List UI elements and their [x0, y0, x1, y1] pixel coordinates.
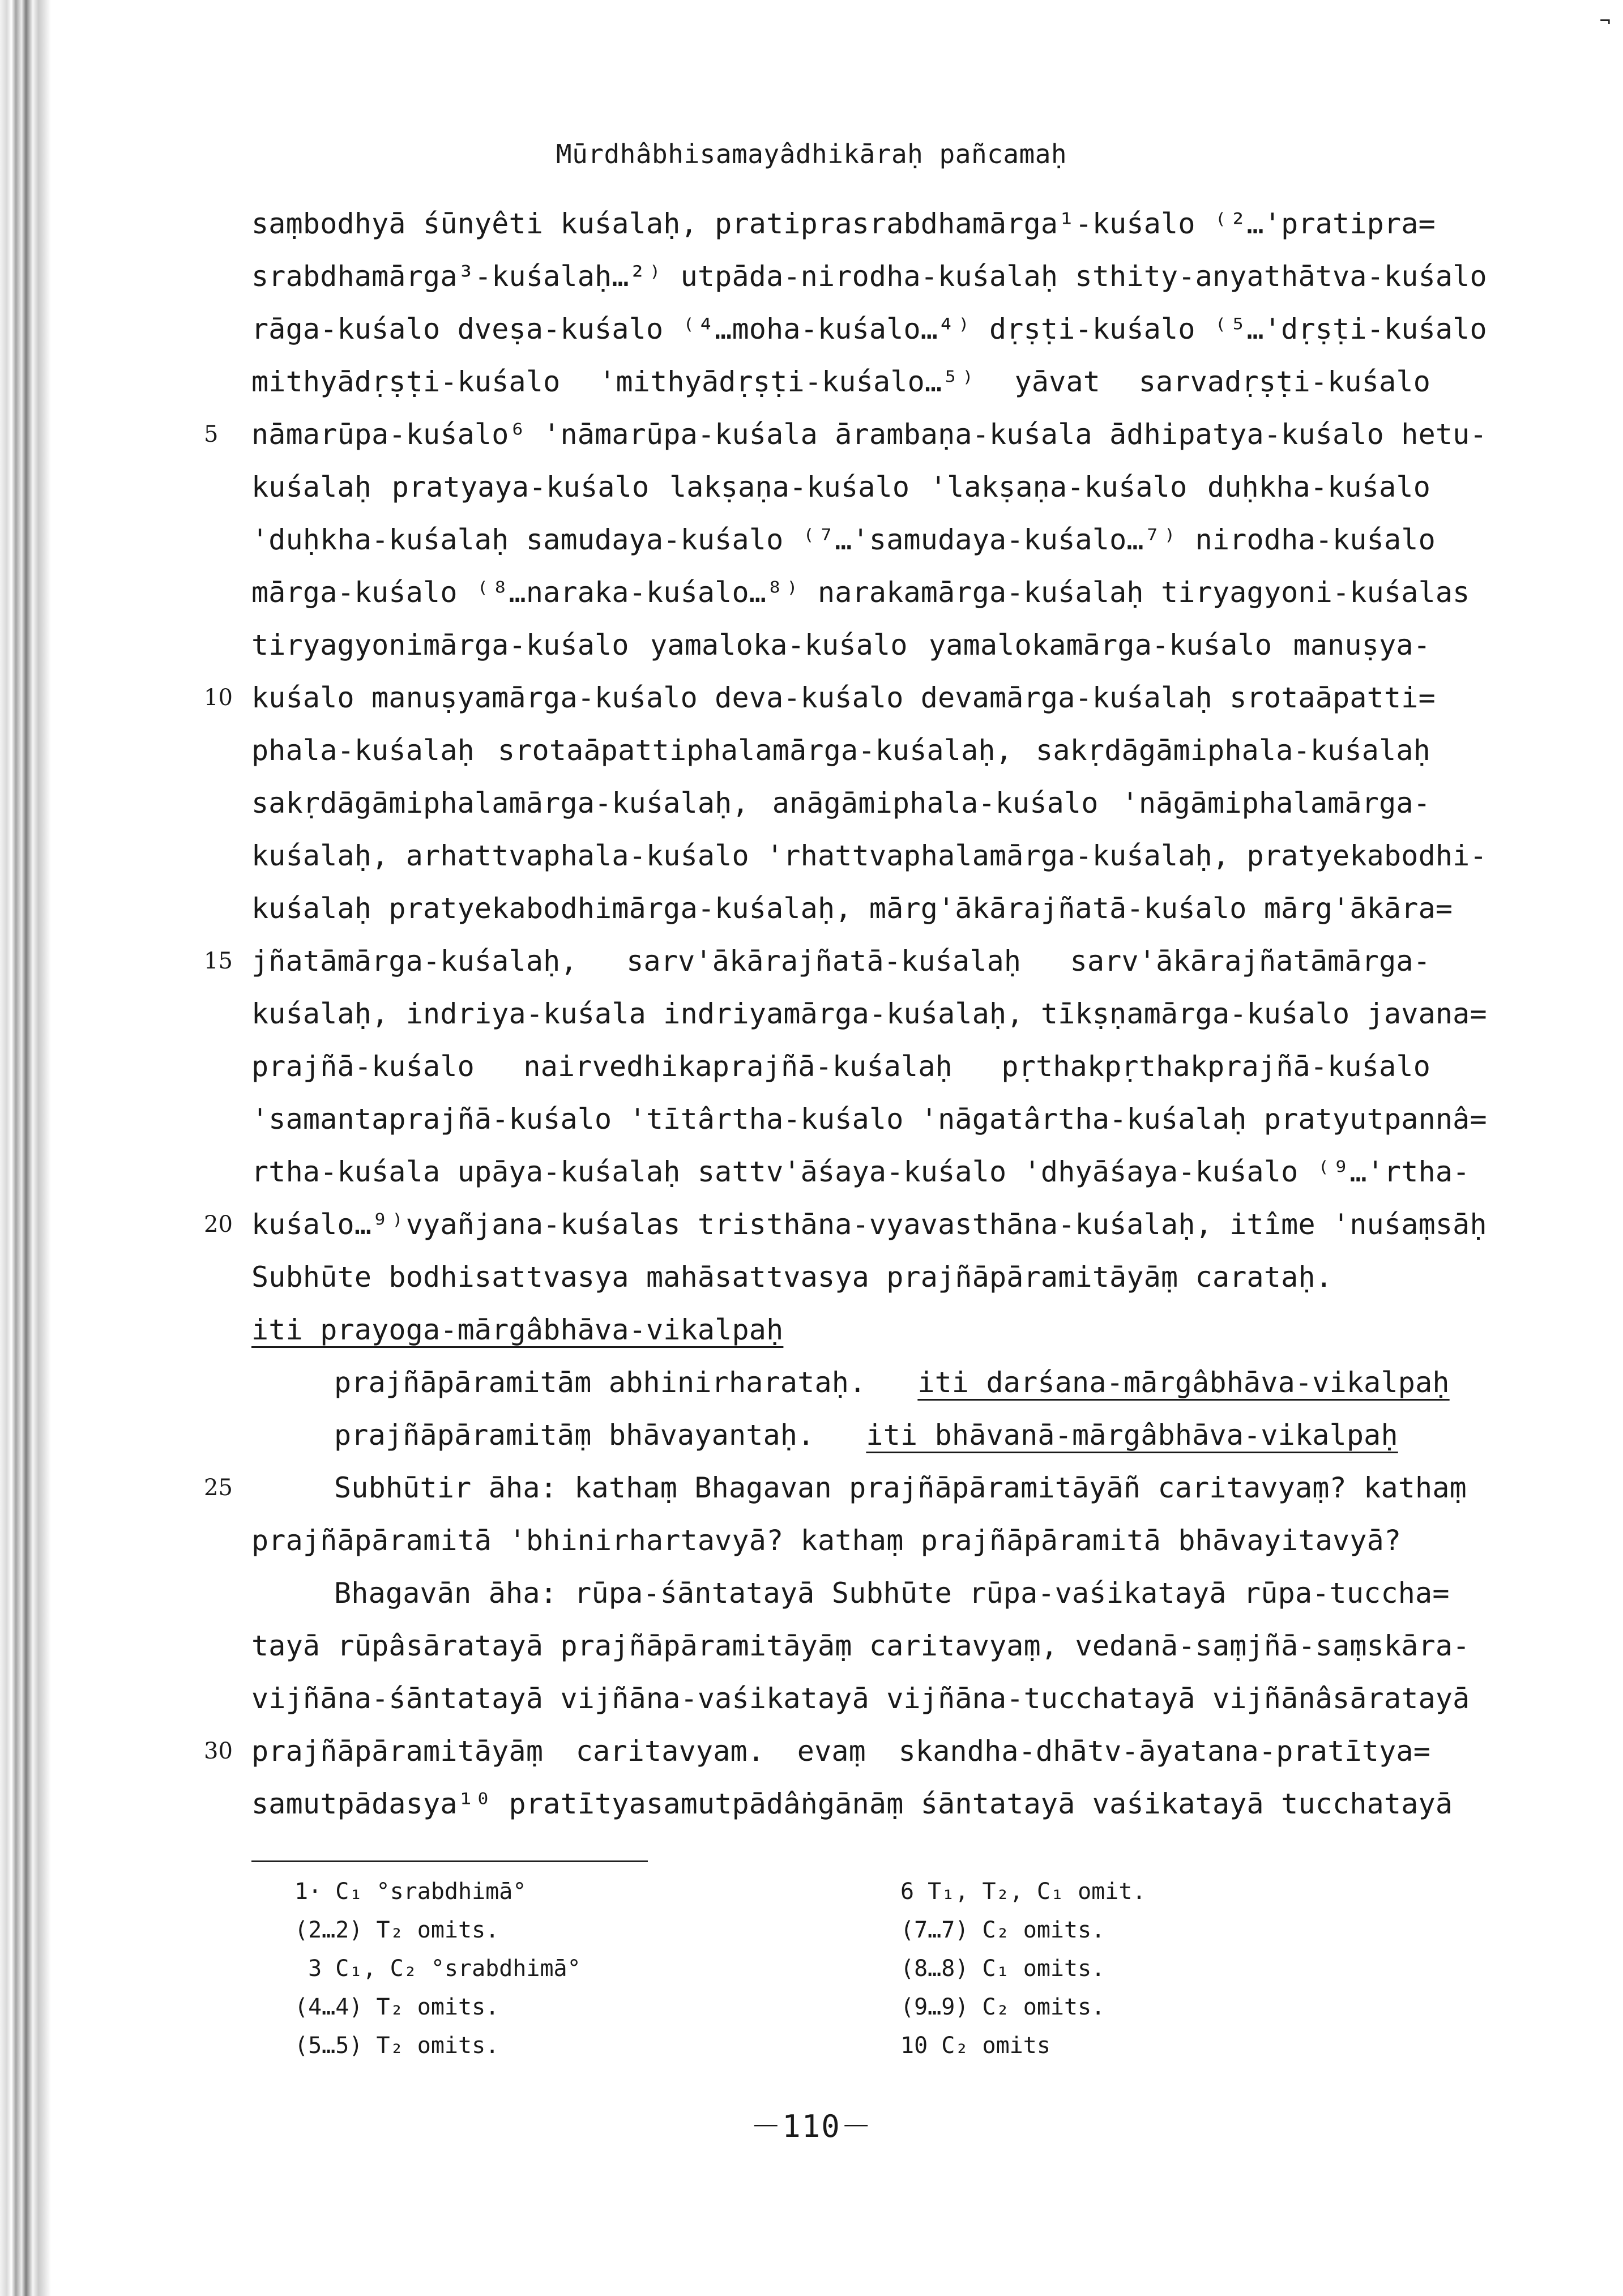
- footnote: 10 C₂ omits: [900, 2033, 1050, 2059]
- text-line: saṃbodhyā śūnyêti kuśalaḥ, pratiprasrabdhamārga¹-kuśalo ⁽²…'pratipra=: [251, 207, 1436, 240]
- line-number: 10: [204, 685, 233, 711]
- text-line: vijñāna-śāntatayā vijñāna-vaśikatayā vijñāna-tucchatayā vijñānâsāratayā: [251, 1682, 1470, 1715]
- text-line: prajñāpāramitā 'bhinirhartavyā? kathaṃ prajñāpāramitā bhāvayitavyā?: [251, 1524, 1402, 1557]
- line-number: 20: [204, 1211, 233, 1237]
- footnote: (9…9) C₂ omits.: [900, 1994, 1105, 2020]
- text-line: Bhagavān āha: rūpa-śāntatayā Subhūte rūpa-vaśikatayā rūpa-tuccha=: [334, 1577, 1450, 1610]
- text-line: mārga-kuśalo ⁽⁸…naraka-kuśalo…⁸⁾ narakamārga-kuśalaḥ tiryagyoni-kuśalas: [251, 576, 1470, 609]
- page-number: －110－: [750, 2109, 873, 2144]
- text-line: jñatāmārga-kuśalaḥ, sarv'ākārajñatā-kuśalaḥ sarv'ākārajñatāmārga-: [251, 945, 1430, 978]
- text-line: tayā rūpâsāratayā prajñāpāramitāyāṃ caritavyaṃ, vedanā-saṃjñā-saṃskāra-: [251, 1629, 1470, 1662]
- line-number: 15: [204, 948, 233, 974]
- footnote: (8…8) C₁ omits.: [900, 1956, 1105, 1982]
- footnote: 1· C₁ °srabdhimā°: [294, 1879, 527, 1905]
- running-head: Mūrdhâbhisamayâdhikāraḥ pañcamaḥ: [556, 139, 1067, 169]
- line-number: 25: [204, 1475, 233, 1501]
- line-number: 30: [204, 1738, 233, 1764]
- footnote: (4…4) T₂ omits.: [294, 1994, 499, 2020]
- text-line: 'duḥkha-kuśalaḥ samudaya-kuśalo ⁽⁷…'samudaya-kuśalo…⁷⁾ nirodha-kuśalo: [251, 523, 1436, 556]
- text-line-darsana: [334, 1365, 1450, 1399]
- text-line: phala-kuśalaḥ srotaāpattiphalamārga-kuśalaḥ, sakṛdāgāmiphala-kuśalaḥ: [251, 734, 1430, 767]
- footnote: (7…7) C₂ omits.: [900, 1917, 1105, 1943]
- text-line: mithyādṛṣṭi-kuśalo 'mithyādṛṣṭi-kuśalo…⁵⁾ yāvat sarvadṛṣṭi-kuśalo: [251, 365, 1430, 398]
- text-line: Subhūtir āha: kathaṃ Bhagavan prajñāpāramitāyāñ caritavyaṃ? kathaṃ: [334, 1471, 1467, 1504]
- text-line: rtha-kuśala upāya-kuśalaḥ sattv'āśaya-kuśalo 'dhyāśaya-kuśalo ⁽⁹…'rtha-: [251, 1155, 1470, 1188]
- text-line: kuśalaḥ pratyaya-kuśalo lakṣaṇa-kuśalo 'lakṣaṇa-kuśalo duḥkha-kuśalo: [251, 471, 1430, 503]
- text-line: kuśalo manuṣyamārga-kuśalo deva-kuśalo devamārga-kuśalaḥ srotaāpatti=: [251, 681, 1436, 714]
- text-line: prajñā-kuśalo nairvedhikaprajñā-kuśalaḥ pṛthakpṛthakprajñā-kuśalo: [251, 1050, 1430, 1083]
- text-line: kuśalaḥ pratyekabodhimārga-kuśalaḥ, mārg'ākārajñatā-kuśalo mārg'ākāra=: [251, 892, 1453, 925]
- text-line: rāga-kuśalo dveṣa-kuśalo ⁽⁴…moha-kuśalo…⁴⁾ dṛṣṭi-kuśalo ⁽⁵…'dṛṣṭi-kuśalo: [251, 313, 1487, 345]
- text-line: kuśalo…⁹⁾vyañjana-kuśalas tristhāna-vyavasthāna-kuśalaḥ, itîme 'nuśaṃsāḥ: [251, 1208, 1487, 1241]
- footnote-rule: [251, 1860, 648, 1862]
- text-line: Subhūte bodhisattvasya mahāsattvasya prajñāpāramitāyāṃ carataḥ.: [251, 1261, 1333, 1294]
- section-heading-prayoga: iti prayoga-mārgâbhāva-vikalpaḥ: [251, 1313, 784, 1346]
- line-number: 5: [204, 421, 219, 447]
- footnote: 6 T₁, T₂, C₁ omit.: [900, 1879, 1146, 1905]
- text-line-bhavana: [334, 1418, 1398, 1452]
- footnote: (2…2) T₂ omits.: [294, 1917, 499, 1943]
- text-line: kuśalaḥ, indriya-kuśala indriyamārga-kuśalaḥ, tīkṣṇamārga-kuśalo javana=: [251, 997, 1487, 1030]
- footnote: 3 C₁, C₂ °srabdhimā°: [294, 1956, 581, 1982]
- text-line: tiryagyonimārga-kuśalo yamaloka-kuśalo yamalokamārga-kuśalo manuṣya-: [251, 629, 1430, 662]
- section-heading-darsana: iti darśana-mārgâbhāva-vikalpaḥ: [917, 1366, 1450, 1399]
- text-line: kuśalaḥ, arhattvaphala-kuśalo 'rhattvaphalamārga-kuśalaḥ, pratyekabodhi-: [251, 839, 1487, 872]
- corner-mark: ¬: [1599, 10, 1611, 32]
- text-line: sakṛdāgāmiphalamārga-kuśalaḥ, anāgāmiphala-kuśalo 'nāgāmiphalamārga-: [251, 787, 1430, 820]
- text-line: samutpādasya¹⁰ pratītyasamutpādâṅgānāṃ śāntatayā vaśikatayā tucchatayā: [251, 1787, 1453, 1820]
- book-binding-edge: [0, 0, 57, 2296]
- text-line: nāmarūpa-kuśalo⁶ 'nāmarūpa-kuśala ārambaṇa-kuśala ādhipatya-kuśalo hetu-: [251, 418, 1487, 451]
- section-heading-bhavana: iti bhāvanā-mārgâbhāva-vikalpaḥ: [866, 1419, 1398, 1452]
- footnote: (5…5) T₂ omits.: [294, 2033, 499, 2059]
- text-line: 'samantaprajñā-kuśalo 'tītârtha-kuśalo 'nāgatârtha-kuśalaḥ pratyutpannâ=: [251, 1103, 1487, 1136]
- text-line: prajñāpāramitāyāṃ caritavyam. evaṃ skandha-dhātv-āyatana-pratītya=: [251, 1735, 1430, 1768]
- line-text: prajñāpāramitāṃ bhāvayantaḥ.: [334, 1419, 815, 1452]
- line-text: prajñāpāramitām abhinirharataḥ.: [334, 1366, 866, 1399]
- text-line: srabdhamārga³-kuśalaḥ…²⁾ utpāda-nirodha-kuśalaḥ sthity-anyathātva-kuśalo: [251, 260, 1487, 293]
